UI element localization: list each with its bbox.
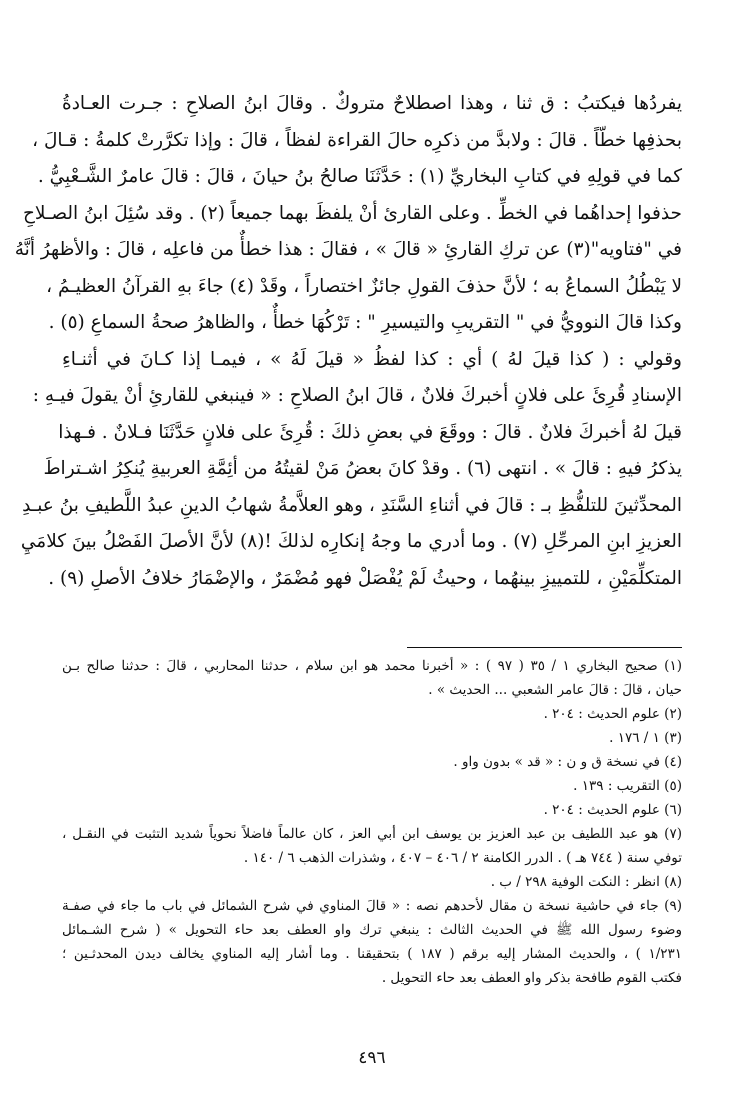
main-text-line: في "فتاويه"(٣) عن تركِ القارئِ « قالَ » ، فقالَ : هذا خطأٌ من فاعلِه ، قالَ : والأظهرُ أنَّهُ xyxy=(14,239,682,260)
main-text-line: وكذا قالَ النوويُّ في " التقريبِ والتيسيرِ " : تَرْكُهَا خطأٌ ، والظاهرُ صحةُ السماعِ (٥) . xyxy=(48,312,682,333)
footnote-line: (٨) انظر : النكت الوفية ٢٩٨ / ب . xyxy=(490,874,682,890)
footnote-line: (٥) التقريب : ١٣٩ . xyxy=(573,778,682,794)
main-text-line: وقولي : ( كذا قيلَ لهُ ) أي : كذا لفظُ « قيلَ لَهُ » ، فيمـا إذا كـانَ في أثنـاءِ xyxy=(62,348,682,370)
footnote-line: وضوء رسول الله ﷺ في الحديث الثالث : ينبغي ترك واو العطف بعد حاء التحويل » ( شرح الشـمائل xyxy=(62,922,682,938)
footnote-line: (٧) هو عبد اللطيف بن عبد العزيز بن يوسف ابن أبي العز ، كان عالماً فاضلاً نحوياً شديد التثبت في النقـل ، xyxy=(62,826,682,842)
footnote-line: (٣) ١ / ١٧٦ . xyxy=(609,730,682,746)
main-text-line: لا يَبْطُلُ السماعُ به ؛ لأنَّ حذفَ القولِ جائزٌ اختصاراً ، وقَدْ (٤) جاءَ بهِ القرآنُ العظيـمُ ، xyxy=(46,275,682,297)
main-text-block xyxy=(14,86,682,597)
main-text-line: حذفوا إحداهُما في الخطِّ . وعلى القارئ أنْ يلفظَ بهما جميعاً (٢) . وقد سُئِلَ ابنُ الصـلاحِ xyxy=(22,202,682,224)
page-number: ٤٩٦ xyxy=(358,1048,386,1068)
main-text-line: المتكلِّمَيْنِ ، للتمييزِ بينهُما ، وحيثُ لَمْ يُفْصَلْ فهو مُضْمَرٌ ، والإضْمَارُ خلافُ الأصلِ (٩) . xyxy=(48,567,682,589)
footnote-line: ١/٢٣١ ) ، والحديث المشار إليه برقم ( ١٨٧ ) بتحقيقنا . وما أشار إليه المناوي يخالف ديدن المحدثـين ؛ xyxy=(62,946,682,962)
main-text-line: كما في قولِهِ في كتابِ البخاريِّ (١) : حَدَّثَنَا صالحُ بنُ حيانَ ، قالَ : قالَ عامرٌ الشَّـعْبِيُّ . xyxy=(37,166,682,187)
main-text-line: يذكرُ فيهِ : قالَ » . انتهى (٦) . وقدْ كانَ بعضُ مَنْ لقيتُهُ من أئِمَّةِ العربيةِ يُنكِرُ اشـتراطَ xyxy=(43,458,682,479)
main-text-line: بحذفِها خطّاً . قالَ : ولابدَّ من ذكرِه حالَ القراءة لفظاً ، قالَ : وإذا تكرَّرتْ كلمةُ : قـالَ ، xyxy=(32,129,682,151)
footnotes-block xyxy=(62,654,682,990)
footnote-line: توفي سنة ( ٧٤٤ هـ ) . الدرر الكامنة ٢ / ٤٠٦ – ٤٠٧ ، وشذرات الذهب ٦ / ١٤٠ . xyxy=(243,850,682,866)
main-text-line: الإسنادِ قُرِئَ على فلانٍ أخبركَ فلانٌ ، قالَ ابنُ الصلاحِ : « فينبغي للقارئِ أنْ يقولَ فيـهِ : xyxy=(32,385,682,406)
footnote-line: (٢) علوم الحديث : ٢٠٤ . xyxy=(543,706,682,722)
footnote-line: فكتب القوم طافحة بذكر واو العطف بعد حاء التحويل . xyxy=(381,970,682,986)
main-text-line: يفردُها فيكتبُ : ق ثنا ، وهذا اصطلاحٌ متروكٌ . وقالَ ابنُ الصلاحِ : جـرت العـادةُ xyxy=(62,93,682,114)
main-text-line: العزيزِ ابنِ المرحِّلِ (٧) . وما أدري ما وجهُ إنكارِه لذلكَ !(٨) لأنَّ الأصلَ الفَصْلُ بينَ كلامَيِ xyxy=(20,531,682,552)
footnote-line: حيان ، قالَ : قالَ عامر الشعبي ... الحديث » . xyxy=(428,682,682,698)
footnote-separator xyxy=(407,647,682,648)
main-text-line: قيلَ لهُ أخبركَ فلانٌ . قالَ : ووقَعَ في بعضِ ذلكَ : قُرِئَ على فلانٍ حَدَّثَنَا فـلانٌ . فـهذا xyxy=(58,421,682,443)
footnote-line: (٤) في نسخة ق و ن : « قد » بدون واو . xyxy=(453,754,682,770)
footnote-line: (١) صحيح البخاري ١ / ٣٥ ( ٩٧ ) : « أخبرنا محمد هو ابن سلام ، حدثنا المحاربي ، قالَ : حدثنا صالح بـن xyxy=(62,658,682,674)
footnote-line: (٦) علوم الحديث : ٢٠٤ . xyxy=(543,802,682,818)
main-text-line: المحدِّثينَ للتلفُّظِ بـ : قالَ في أثناءِ السَّنَدِ ، وهو العلاَّمةُ شهابُ الدينِ عبدُ اللَّطيفِ بنُ عبـدِ xyxy=(22,494,682,516)
footnote-line: (٩) جاء في حاشية نسخة ن مقال لأحدهم نصه : « قالَ المناوي في شرح الشمائل في باب ما جاء في صفـة xyxy=(62,898,682,914)
